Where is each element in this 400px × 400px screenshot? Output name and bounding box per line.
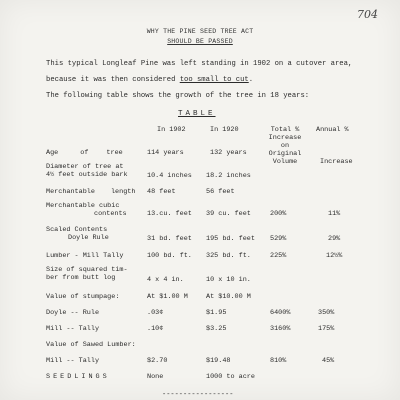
row-mill2-1902: $2.70 xyxy=(147,357,168,365)
row-cubic-1902: 13.cu. feet xyxy=(147,210,192,218)
header-1920: In 1920 xyxy=(210,126,239,134)
row-age-1902: 114 years xyxy=(147,149,184,157)
row-scaled-total: 529% xyxy=(270,235,287,243)
row-age-1920: 132 years xyxy=(210,149,247,157)
row-merch-length-1902: 48 feet xyxy=(147,188,176,196)
header-annual: Annual % xyxy=(316,126,349,134)
row-mill2-total: 810% xyxy=(270,357,287,365)
row-cubic-annual: 11% xyxy=(328,210,341,218)
row-mill-total: 3160% xyxy=(270,325,291,333)
table-heading: TABLE xyxy=(178,110,216,118)
page-number: 704 xyxy=(357,8,378,21)
row-diameter-1920: 18.2 inches xyxy=(206,172,251,180)
row-mill-annual: 175% xyxy=(318,325,335,333)
row-seedlings-1902: None xyxy=(147,373,164,381)
row-cubic-1920: 39 cu. feet xyxy=(206,210,251,218)
row-mill2-annual: 45% xyxy=(322,357,335,365)
row-scaled-1920: 195 bd. feet xyxy=(206,235,255,243)
row-scaled-label: Scaled Contents Doyle Rule xyxy=(46,226,109,242)
row-squared-label: Size of squared tim- ber from butt log xyxy=(46,266,128,282)
row-cubic-total: 200% xyxy=(270,210,287,218)
row-diameter-label: Diameter of tree at 4½ feet outside bark xyxy=(46,163,128,179)
row-mill2-label: Mill -- Tally xyxy=(46,357,100,365)
row-lumber-total: 225% xyxy=(270,252,287,260)
row-mill-1920: $3.25 xyxy=(206,325,227,333)
bottom-dash-line: ----------------- xyxy=(162,391,234,399)
row-scaled-annual: 29% xyxy=(328,235,341,243)
row-scaled-1902: 31 bd. feet xyxy=(147,235,192,243)
row-stumpage-label: Value of stumpage: xyxy=(46,293,120,301)
row-lumber-annual: 12½% xyxy=(326,252,343,260)
row-doyle-annual: 350% xyxy=(318,309,335,317)
row-stumpage-1902: At $1.00 M xyxy=(147,293,188,301)
row-lumber-1902: 100 bd. ft. xyxy=(147,252,192,260)
row-seedlings-1920: 1000 to acre xyxy=(206,373,255,381)
row-mill-1902: .10¢ xyxy=(147,325,164,333)
title-line-2: SHOULD BE PASSED xyxy=(167,38,233,45)
too-small-to-cut: too small to cut xyxy=(179,76,249,84)
row-age-label: Age of tree xyxy=(46,149,123,157)
row-mill-label: Mill -- Tally xyxy=(46,325,100,333)
intro-paragraph-line-3: The following table shows the growth of the tree in 18 years: xyxy=(46,92,310,100)
row-squared-1920: 10 x 10 in. xyxy=(206,276,251,284)
row-stumpage-1920: At $10.00 M xyxy=(206,293,251,301)
row-lumber-1920: 325 bd. ft. xyxy=(206,252,251,260)
header-1902: In 1902 xyxy=(157,126,186,134)
row-doyle-1920: $1.95 xyxy=(206,309,227,317)
intro-paragraph-line-2: because it was then considered too small to cut. xyxy=(46,76,254,84)
row-doyle-total: 6400% xyxy=(270,309,291,317)
row-diameter-1902: 10.4 inches xyxy=(147,172,192,180)
row-merch-length-1920: 56 feet xyxy=(206,188,235,196)
header-annual-increase: Increase xyxy=(320,158,353,166)
row-seedlings-label: SEEDLINGS xyxy=(46,373,110,381)
row-sawed-label: Value of Sawed Lumber: xyxy=(46,341,136,349)
header-total-increase: Total % Increase on Original Volume xyxy=(268,126,302,166)
row-lumber-label: Lumber - Mill Tally xyxy=(46,252,124,260)
row-cubic-label: Merchantable cubic contents xyxy=(46,202,127,218)
title-line-1: WHY THE PINE SEED TREE ACT xyxy=(146,28,254,35)
intro-paragraph-line-1: This typical Longleaf Pine was left standing in 1902 on a cutover area, xyxy=(46,60,353,68)
row-mill2-1920: $19.48 xyxy=(206,357,231,365)
row-merch-length-label: Merchantable length xyxy=(46,188,136,196)
row-squared-1902: 4 x 4 in. xyxy=(147,276,184,284)
row-doyle-1902: .03¢ xyxy=(147,309,164,317)
row-doyle-label: Doyle -- Rule xyxy=(46,309,100,317)
